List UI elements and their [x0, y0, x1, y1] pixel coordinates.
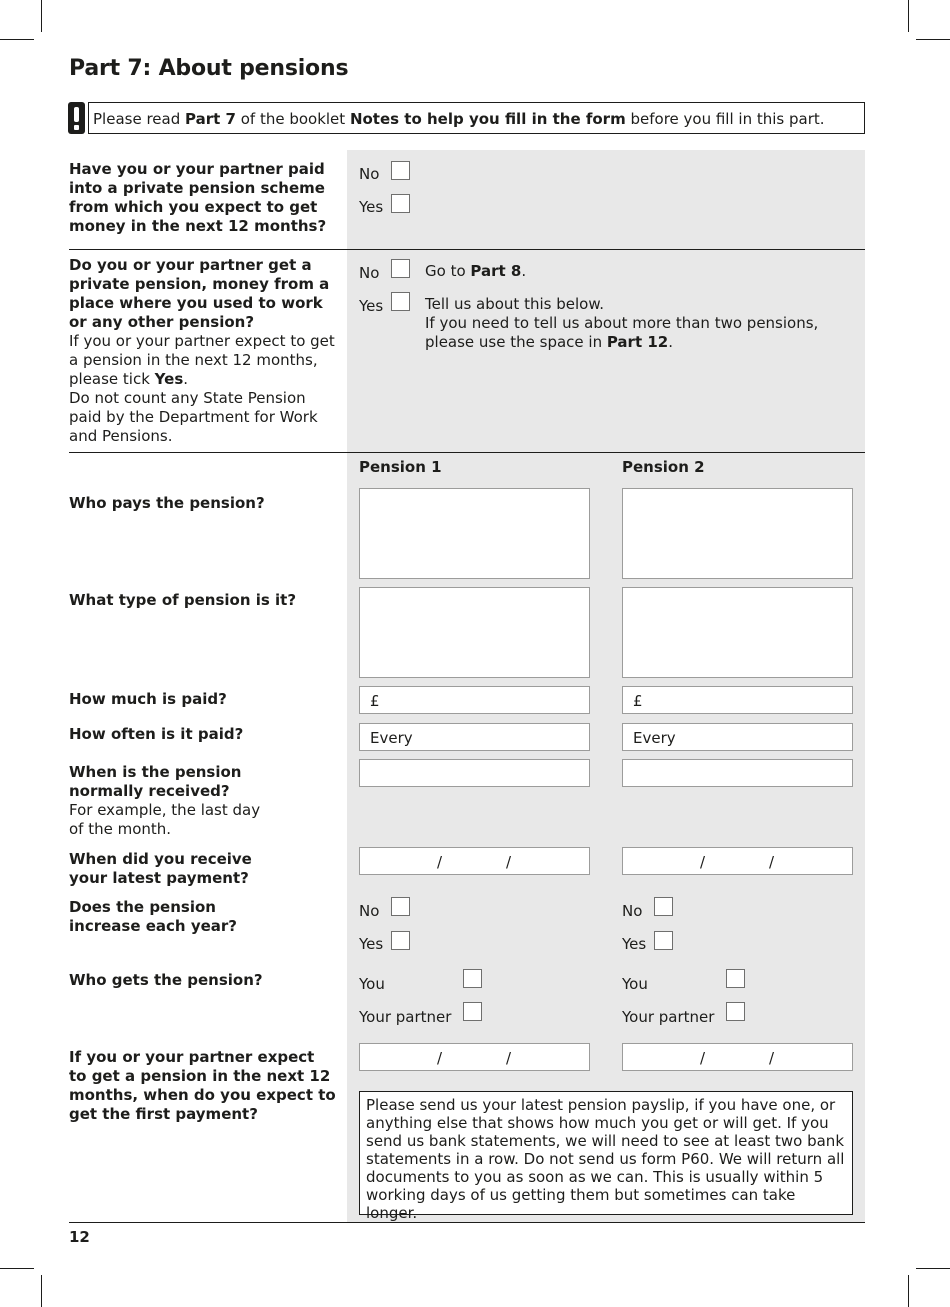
every-prefix: Every	[370, 729, 413, 747]
question-get-pension: Do you or your partner get a private pension, money from a place where you used to work or any other pension? If you or your partner expect to get a pension in the next 12 months, please tick Yes. Do not count any State Pension paid by the Department for Work and Pensions.	[69, 256, 335, 445]
question-who-gets: Who gets the pension?	[69, 971, 263, 989]
date-separator: /	[506, 853, 512, 871]
pension-2-increase-yes-checkbox[interactable]	[654, 931, 673, 950]
get-pension-yes-checkbox[interactable]	[391, 292, 410, 311]
pension-1-who-pays-input[interactable]	[359, 488, 590, 579]
date-separator: /	[769, 1049, 775, 1067]
option-label: No	[359, 902, 380, 920]
question-increase: Does the pension increase each year?	[69, 898, 237, 935]
crop-mark	[0, 39, 34, 40]
divider	[69, 249, 865, 250]
notice-bold: Part 7	[185, 110, 236, 128]
pension-2-first-payment-date-input[interactable]	[622, 1043, 853, 1071]
pension-2-frequency-input[interactable]	[622, 723, 853, 751]
crop-mark	[916, 1268, 950, 1269]
question-first-payment: If you or your partner expect to get a pension in the next 12 months, when do you expect to get the first payment?	[69, 1048, 336, 1123]
pension-2-type-input[interactable]	[622, 587, 853, 678]
pension-1-you-checkbox[interactable]	[463, 969, 482, 988]
question-how-much: How much is paid?	[69, 690, 227, 708]
option-label: You	[359, 975, 385, 993]
currency-prefix: £	[633, 692, 643, 710]
pension-1-latest-payment-date-input[interactable]	[359, 847, 590, 875]
date-separator: /	[506, 1049, 512, 1067]
date-separator: /	[769, 853, 775, 871]
option-label: You	[622, 975, 648, 993]
pension-1-type-input[interactable]	[359, 587, 590, 678]
question-who-pays: Who pays the pension?	[69, 494, 265, 512]
page-title: Part 7: About pensions	[69, 56, 349, 81]
pension-2-partner-checkbox[interactable]	[726, 1002, 745, 1021]
crop-mark	[916, 39, 950, 40]
private-scheme-no-checkbox[interactable]	[391, 161, 410, 180]
notice-text: Please read	[93, 110, 185, 128]
notice-bold: Notes to help you fill in the form	[349, 110, 626, 128]
question-how-often: How often is it paid?	[69, 725, 244, 743]
notice-box	[88, 102, 865, 134]
currency-prefix: £	[370, 692, 380, 710]
date-separator: /	[700, 853, 706, 871]
pension-2-when-received-input[interactable]	[622, 759, 853, 787]
payslip-info-box: Please send us your latest pension payslip, if you have one, or anything else that shows how much you get or will get. If you send us bank statements, we will need to see at least two bank statements in a row. Do not send us form P60. We will return all documents to you as soon as we can. This is usually within 5 working days of us getting them but sometimes can take longer.	[359, 1091, 853, 1215]
option-label: Yes	[622, 935, 647, 953]
date-separator: /	[700, 1049, 706, 1067]
private-scheme-yes-checkbox[interactable]	[391, 194, 410, 213]
date-separator: /	[437, 853, 443, 871]
option-label: No	[359, 165, 380, 183]
option-label: Your partner	[359, 1008, 452, 1026]
notice-text: of the booklet	[235, 110, 350, 128]
exclamation-icon	[68, 102, 85, 134]
every-prefix: Every	[633, 729, 676, 747]
pension-2-increase-no-checkbox[interactable]	[654, 897, 673, 916]
get-pension-no-checkbox[interactable]	[391, 259, 410, 278]
option-label: Yes	[359, 198, 384, 216]
column-heading-pension-2: Pension 2	[622, 458, 705, 476]
question-latest-payment: When did you receive your latest payment?	[69, 850, 252, 887]
pension-2-who-pays-input[interactable]	[622, 488, 853, 579]
option-label: No	[359, 264, 380, 282]
option-label: Your partner	[622, 1008, 715, 1026]
column-heading-pension-1: Pension 1	[359, 458, 442, 476]
page-number: 12	[69, 1228, 90, 1246]
pension-2-latest-payment-date-input[interactable]	[622, 847, 853, 875]
pension-1-partner-checkbox[interactable]	[463, 1002, 482, 1021]
pension-1-increase-yes-checkbox[interactable]	[391, 931, 410, 950]
date-separator: /	[437, 1049, 443, 1067]
pension-2-you-checkbox[interactable]	[726, 969, 745, 988]
option-label: Yes	[359, 935, 384, 953]
pension-1-first-payment-date-input[interactable]	[359, 1043, 590, 1071]
option-label: No	[622, 902, 643, 920]
pension-1-when-received-input[interactable]	[359, 759, 590, 787]
question-private-scheme: Have you or your partner paid into a private pension scheme from which you expect to get money in the next 12 months?	[69, 160, 327, 235]
pension-1-increase-no-checkbox[interactable]	[391, 897, 410, 916]
no-instruction: Go to Part 8.	[425, 262, 527, 280]
divider	[69, 1222, 865, 1223]
pension-1-frequency-input[interactable]	[359, 723, 590, 751]
crop-mark	[0, 1268, 34, 1269]
yes-instruction: Tell us about this below. If you need to tell us about more than two pensions, please use the space in Part 12.	[425, 295, 819, 351]
crop-mark	[908, 1275, 909, 1307]
crop-mark	[41, 1275, 42, 1307]
crop-mark	[41, 0, 42, 32]
notice-text: before you fill in this part.	[625, 110, 825, 128]
question-when-received: When is the pension normally received? For example, the last day of the month.	[69, 763, 261, 838]
divider	[69, 452, 865, 453]
pension-1-amount-input[interactable]	[359, 686, 590, 714]
question-type: What type of pension is it?	[69, 591, 297, 609]
crop-mark	[908, 0, 909, 32]
option-label: Yes	[359, 297, 384, 315]
pension-2-amount-input[interactable]	[622, 686, 853, 714]
